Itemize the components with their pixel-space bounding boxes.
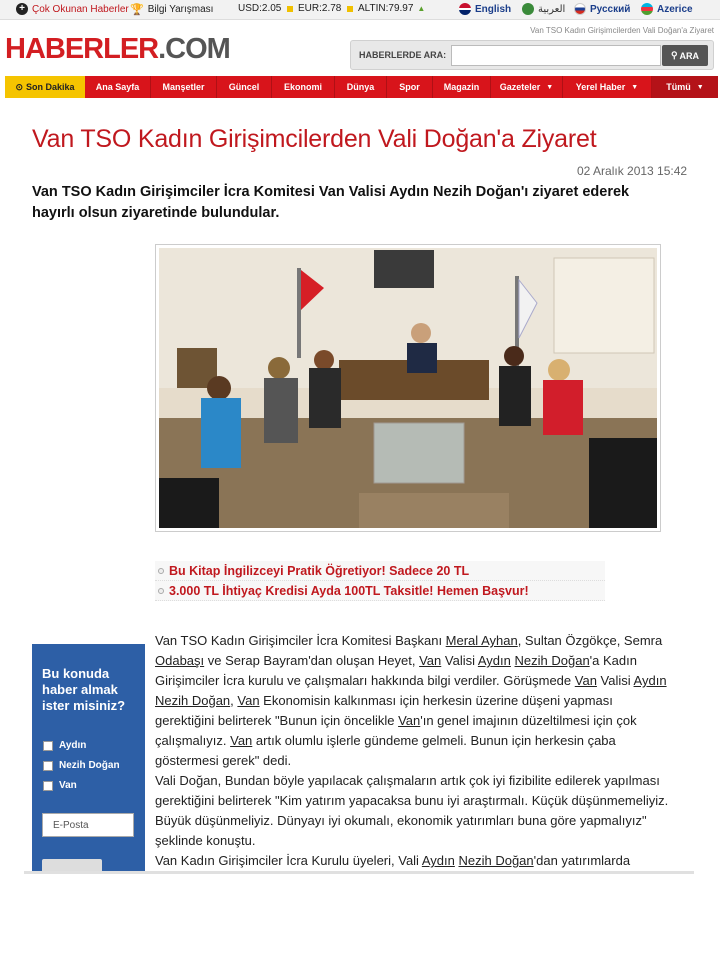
nav-item-all[interactable]: Tümü ▼ (652, 76, 718, 98)
chevron-down-icon: ▼ (546, 83, 554, 91)
lang-azerbaijani[interactable]: Azerice (641, 3, 693, 15)
article-title: Van TSO Kadın Girişimcilerden Vali Doğan'a Ziyaret (32, 125, 597, 153)
lang-english[interactable]: English (459, 3, 511, 15)
tag-link[interactable]: Nezih Doğan (155, 693, 231, 708)
quiz-link[interactable]: 🏆 Bilgi Yarışması (130, 4, 214, 16)
saudi-flag-icon (522, 3, 534, 15)
up-arrow-icon: ▲ (417, 4, 426, 13)
tag-link[interactable]: Nezih Doğan (458, 853, 534, 868)
main-nav (5, 76, 718, 98)
currency-usd: USD:2.05 (238, 3, 293, 14)
chevron-down-icon: ▼ (631, 83, 639, 91)
search-label: HABERLERDE ARA: (359, 50, 447, 60)
nav-item-current[interactable]: Güncel (217, 76, 272, 98)
checkbox[interactable] (43, 741, 53, 751)
lang-russian[interactable]: Русский (574, 3, 630, 15)
clock-icon: ⊙ (15, 81, 23, 92)
nav-item-local-news[interactable]: Yerel Haber ▼ (563, 76, 652, 98)
tag-link[interactable]: Van (574, 673, 597, 688)
tag-link[interactable]: Aydın (477, 653, 511, 668)
header (0, 20, 720, 74)
blank-area (0, 874, 720, 960)
lang-arabic[interactable]: العربية (522, 3, 565, 15)
alert-option-aydin[interactable]: Aydın (43, 740, 86, 751)
top-bar (0, 0, 720, 20)
tag-link[interactable]: Van (419, 653, 442, 668)
tag-link[interactable]: Aydın (421, 853, 455, 868)
search-box (350, 40, 714, 70)
popular-news-link[interactable]: + Çok Okunan Haberler (16, 3, 129, 15)
tag-link[interactable]: Van (230, 733, 253, 748)
bullet-icon (158, 588, 164, 594)
meeting-photo (159, 248, 657, 528)
flat-icon (347, 6, 353, 12)
nav-item-magazine[interactable]: Magazin (433, 76, 491, 98)
chevron-down-icon: ▼ (696, 83, 704, 91)
alert-option-nezih-dogan[interactable]: Nezih Doğan (43, 760, 120, 771)
nav-item-sports[interactable]: Spor (387, 76, 433, 98)
article-lead: Van TSO Kadın Girişimciler İcra Komitesi Van Valisi Aydın Nezih Doğan'ı ziyaret ederek hayırlı olsun ziyaretinde bulundular. (32, 184, 630, 221)
email-field[interactable]: E-Posta (42, 813, 134, 837)
tag-link[interactable]: Van (237, 693, 260, 708)
article-paragraph: Van TSO Kadın Girişimciler İcra Komitesi Başkanı Meral Ayhan, Sultan Özgökçe, Semra Odabaşı ve Serap Bayram'dan oluşan Heyet, Van Valisi Aydın Nezih Doğan'a Kadın Girişimciler İcra kurulu ve çalışmaları hakkında bilgi verdiler. Görüşmede Van Valisi Aydın Nezih Doğan, Van Ekonomisin kalkınması için herkesin üzerine düşeni yapması gerektiğini belirterek "Bunun için öncelikle Van'ın genel imajının düzeltilmesi için çok çalışmalıyız. Van artık olumlu işlerle gündeme gelmeli. Bunun için herkesin çaba göstermesi gerek" dedi. (155, 633, 667, 768)
alert-option-van[interactable]: Van (43, 780, 77, 791)
article-body (155, 631, 675, 871)
site-logo[interactable]: HABERLER.COM (5, 33, 230, 65)
search-input[interactable] (451, 45, 661, 66)
azerbaijan-flag-icon (641, 3, 653, 15)
tag-link[interactable]: Aydın (633, 673, 667, 688)
article-photo (155, 244, 661, 532)
bullet-icon (158, 568, 164, 574)
nav-item-headlines[interactable]: Manşetler (151, 76, 217, 98)
checkbox[interactable] (43, 761, 53, 771)
trophy-icon: 🏆 (130, 4, 144, 16)
search-icon: ⚲ (670, 50, 678, 60)
currency-eur: EUR:2.78 (298, 3, 353, 14)
flat-icon (287, 6, 293, 12)
plus-icon: + (16, 3, 28, 15)
nav-breaking-news[interactable]: ⊙ Son Dakika (5, 76, 85, 98)
tag-link[interactable]: Nezih Doğan (514, 653, 590, 668)
tag-link[interactable]: Meral Ayhan (445, 633, 518, 648)
search-button[interactable]: ⚲ ARA (662, 45, 708, 66)
breadcrumb: Van TSO Kadın Girişimcilerden Vali Doğan'a Ziyaret (530, 26, 714, 35)
uk-flag-icon (459, 3, 471, 15)
nav-item-newspapers[interactable]: Gazeteler ▼ (491, 76, 563, 98)
news-alert-box (32, 644, 145, 874)
article-paragraph: Vali Doğan, Bundan böyle yapılacak çalışmaların artık çok iyi fizibilite edilerek yapılması gerektiğini belirterek "Kim yatırım yapacaksa bunu iyi araştırmalı. Küçük düşünmemeliyiz. Büyük düşünmeliyiz. Dünyayı iyi okumalı, ekonomik yatırımları buna göre yapmalıyız" şeklinde konuştu. (155, 773, 669, 848)
tag-link[interactable]: Odabaşı (155, 653, 205, 668)
ad-link-loan[interactable]: 3.000 TL İhtiyaç Kredisi Ayda 100TL Taksitle! Hemen Başvur! (155, 581, 605, 601)
article-paragraph: Van Kadın Girişimciler İcra Kurulu üyeleri, Vali Aydın Nezih Doğan'dan yatırımlarda (155, 853, 631, 868)
nav-item-economy[interactable]: Ekonomi (272, 76, 335, 98)
article-date: 02 Aralık 2013 15:42 (577, 164, 688, 178)
nav-item-world[interactable]: Dünya (335, 76, 387, 98)
sponsored-links (155, 561, 605, 601)
alert-question: Bu konuda haber almak ister misiniz? (42, 666, 126, 713)
nav-item-home[interactable]: Ana Sayfa (85, 76, 151, 98)
russia-flag-icon (574, 3, 586, 15)
ad-link-english-book[interactable]: Bu Kitap İngilizceyi Pratik Öğretiyor! Sadece 20 TL (155, 561, 605, 581)
tag-link[interactable]: Van (398, 713, 421, 728)
currency-gold: ALTIN:79.97 ▲ (358, 3, 426, 14)
checkbox[interactable] (43, 781, 53, 791)
